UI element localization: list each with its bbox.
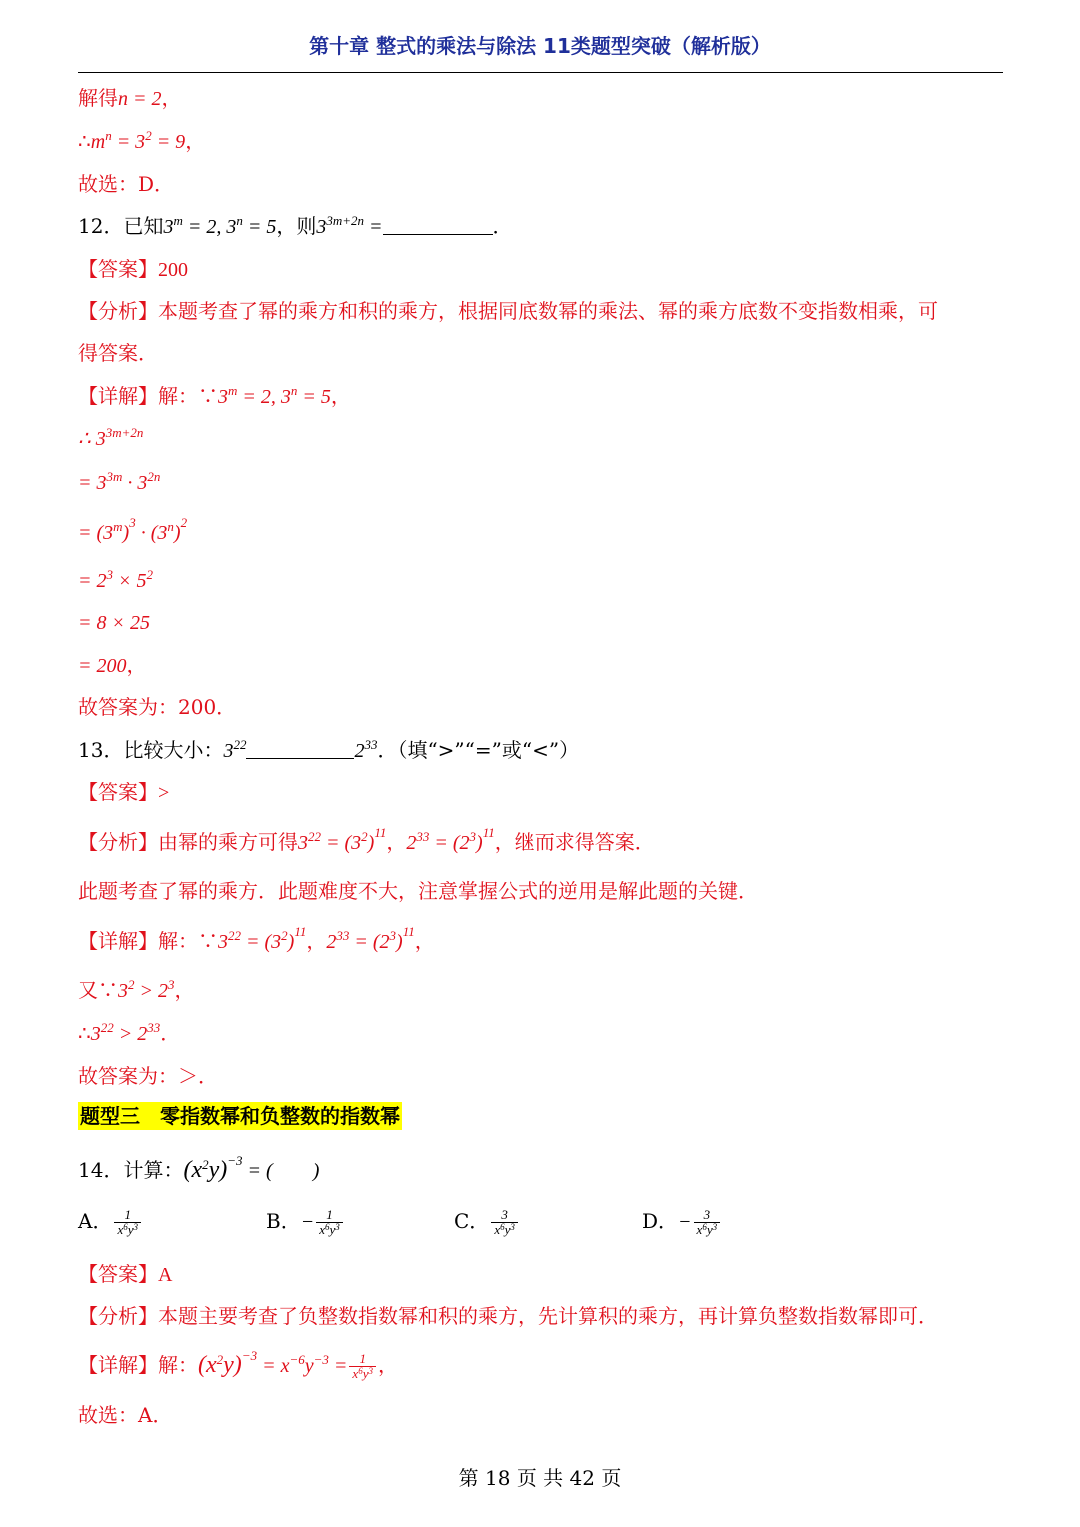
exponent: 22: [233, 737, 247, 752]
numerator: 1: [124, 1207, 131, 1222]
q13-answer: [78, 782, 169, 803]
math: = 8 × 25: [78, 612, 150, 634]
text: ．: [492, 214, 513, 238]
therefore-symbol: ∴: [78, 1021, 91, 1045]
numerator: 3: [501, 1207, 508, 1222]
option-letter: B．: [266, 1209, 301, 1233]
exponent: −6: [289, 1352, 305, 1367]
label: 【详解】: [78, 929, 158, 953]
math: = (3: [78, 522, 114, 544]
math: y: [362, 1366, 369, 1381]
math: (x: [183, 1157, 203, 1183]
exponent: 3: [335, 1222, 340, 1232]
math: ): [396, 931, 403, 953]
q14-answer: [78, 1264, 172, 1285]
text: ，则: [276, 214, 317, 238]
header-divider: [78, 72, 1003, 73]
exponent: 3m+2n: [326, 213, 365, 228]
math: x: [319, 1222, 325, 1237]
numerator: 3: [703, 1207, 711, 1222]
exponent: 22: [100, 1020, 114, 1035]
text: ，继而求得答案．: [494, 830, 655, 854]
math: y): [208, 1157, 228, 1183]
q13-therefore-line: [78, 1020, 181, 1045]
q13-analysis-line2: 此题考查了幂的乘方．此题难度不大，注意掌握公式的逆用是解此题的关键．: [78, 879, 758, 903]
q14-option-b[interactable]: [266, 1205, 345, 1237]
exponent: −3: [227, 1153, 243, 1168]
q14-question: [78, 1153, 320, 1183]
exponent: 6: [123, 1222, 128, 1232]
q12-step2: [78, 469, 161, 494]
math: x: [352, 1366, 359, 1381]
exponent: −3: [313, 1352, 329, 1367]
text: 解得: [78, 86, 118, 110]
text: ，: [414, 929, 435, 953]
text: 13．比较大小：: [78, 738, 224, 762]
answer-value: 200: [158, 259, 188, 281]
exponent: 6: [702, 1222, 707, 1232]
q11-choice-line: 故选：D．: [78, 172, 175, 196]
label: 【详解】: [78, 384, 158, 408]
fraction: [316, 1208, 343, 1237]
text: 又∵: [78, 978, 118, 1002]
exponent: 3m: [106, 469, 123, 484]
math: n = 2: [118, 88, 162, 110]
math: · (3: [135, 522, 168, 544]
math: x: [117, 1222, 124, 1237]
text: ，: [126, 653, 147, 677]
math: 3: [163, 216, 174, 238]
math: 3: [218, 386, 228, 408]
math: 3: [218, 931, 228, 953]
q13-analysis-line1: [78, 825, 655, 854]
fraction: [694, 1208, 721, 1237]
answer-blank: [383, 234, 493, 235]
math: = (3: [241, 931, 282, 953]
q12-final: 故答案为：200．: [78, 695, 237, 719]
exponent: 2n: [147, 469, 161, 484]
text: 解：∵: [158, 384, 218, 408]
q14-final: 故选：A．: [78, 1403, 173, 1427]
exponent: 2: [361, 829, 368, 844]
exponent: 2: [281, 928, 288, 943]
answer-value: A: [158, 1264, 173, 1286]
math: 2: [406, 832, 417, 854]
math: = (2: [429, 832, 470, 854]
math: = 9: [151, 131, 186, 153]
exponent: n: [105, 128, 112, 143]
label: 【答案】: [78, 257, 158, 281]
math: = 5: [242, 216, 277, 238]
math: ∴ 3: [78, 428, 106, 450]
exponent: 6: [500, 1222, 505, 1232]
math: =: [364, 216, 383, 238]
q13-final: 故答案为：＞．: [78, 1064, 218, 1088]
answer-blank: [246, 758, 354, 759]
q11-solve-line: [78, 88, 182, 109]
q14-option-a[interactable]: [78, 1205, 143, 1237]
math: · 3: [122, 472, 148, 494]
therefore-symbol: ∴: [78, 129, 91, 153]
q12-detail-intro: [78, 383, 351, 408]
q13-question: [78, 737, 580, 762]
exponent: m: [228, 383, 238, 398]
exponent: 11: [294, 924, 307, 939]
text: ，: [185, 129, 206, 153]
exponent: 3: [129, 515, 136, 530]
exponent: 2: [145, 128, 152, 143]
page-footer: 第 18 页 共 42 页: [458, 1466, 622, 1490]
exponent: 33: [364, 737, 378, 752]
section-heading: [78, 1106, 402, 1126]
q12-answer: [78, 259, 188, 280]
math: = 200: [78, 655, 127, 677]
q12-analysis-line2: 得答案．: [78, 341, 158, 365]
text: 12．已知: [78, 214, 164, 238]
math: ): [287, 931, 295, 953]
q12-analysis-line1: [78, 301, 938, 321]
label: 【答案】: [78, 1262, 158, 1286]
exponent: 3: [712, 1222, 718, 1232]
math: (x: [198, 1352, 217, 1378]
text: ，: [330, 384, 351, 408]
exponent: 22: [228, 928, 241, 943]
math: = 2, 3: [237, 386, 291, 408]
exponent: −3: [241, 1348, 258, 1363]
label: 【分析】: [78, 1304, 158, 1328]
label: 【详解】: [78, 1353, 158, 1377]
denominator: [114, 1222, 141, 1237]
fraction: [491, 1208, 518, 1237]
option-letter: D．: [642, 1209, 679, 1233]
exponent: m: [173, 213, 183, 228]
math: ): [367, 832, 375, 854]
math: = ( ): [242, 1160, 320, 1182]
text: ，: [174, 978, 195, 1002]
exponent: 3: [469, 829, 477, 844]
math: = 5: [297, 386, 331, 408]
page-header-title: 第十章 整式的乘法与除法 11类题型突破（解析版）: [309, 34, 771, 58]
math: ): [173, 522, 181, 544]
math: 3: [298, 832, 308, 854]
text: ．（填“>”“=”或“<”）: [377, 738, 580, 762]
math: x: [696, 1222, 703, 1237]
math: ): [476, 832, 483, 854]
denominator: [491, 1222, 518, 1237]
denominator: [694, 1222, 721, 1237]
exponent: m: [113, 519, 123, 534]
math: y: [504, 1222, 511, 1237]
exponent: 3m+2n: [105, 425, 144, 440]
q12-question: [78, 213, 513, 238]
q14-option-d[interactable]: [642, 1205, 722, 1237]
text: ，: [161, 86, 182, 110]
math: = 3: [111, 131, 146, 153]
math: = (2: [349, 931, 390, 953]
exponent: 33: [416, 829, 430, 844]
text: ．: [160, 1021, 181, 1045]
sign: −: [678, 1211, 692, 1233]
q13-detail-intro: [78, 924, 435, 953]
math: = (3: [321, 832, 362, 854]
q12-step6: [78, 655, 147, 676]
exponent: 6: [358, 1366, 363, 1376]
text: 解：: [158, 1353, 198, 1377]
exponent: n: [167, 519, 174, 534]
text: 本题考查了幂的乘方和积的乘方，根据同底数幂的乘法、幂的乘方底数不变指数相乘，可: [158, 299, 938, 323]
math: y: [706, 1222, 713, 1237]
denominator: [349, 1366, 376, 1381]
numerator: 1: [359, 1351, 366, 1366]
denominator: [316, 1222, 343, 1237]
text: ，: [377, 1353, 398, 1377]
fraction: [114, 1208, 141, 1237]
math: y: [127, 1222, 134, 1237]
exponent: 3: [133, 1222, 139, 1232]
q14-option-c[interactable]: [454, 1205, 520, 1237]
math: m: [90, 131, 106, 153]
answer-value: >: [158, 782, 170, 804]
math: y: [304, 1355, 314, 1377]
exponent: 2: [180, 515, 188, 530]
exponent: 3: [389, 928, 397, 943]
exponent: 3: [510, 1222, 515, 1232]
math: x: [494, 1222, 501, 1237]
exponent: n: [290, 383, 298, 398]
q12-step5: [78, 612, 150, 633]
option-letter: A．: [78, 1209, 113, 1233]
text: ，: [386, 830, 407, 854]
exponent: 2: [128, 977, 135, 992]
math: 3: [316, 216, 327, 238]
q14-detail: [78, 1348, 398, 1381]
math: 3: [90, 1023, 101, 1045]
exponent: 6: [324, 1222, 330, 1232]
math: × 5: [113, 570, 147, 592]
exponent: 3: [368, 1366, 373, 1376]
text: ，: [306, 929, 327, 953]
exponent: 2: [216, 1352, 224, 1367]
sign: −: [300, 1211, 315, 1233]
exponent: 2: [202, 1157, 209, 1172]
math: =: [328, 1355, 348, 1377]
math: y: [329, 1222, 336, 1237]
exponent: 3: [106, 567, 113, 582]
math: = 3: [78, 472, 107, 494]
q11-result-line: [78, 128, 206, 153]
q12-step1: [78, 425, 144, 450]
option-letter: C．: [454, 1209, 490, 1233]
q12-step4: [78, 567, 153, 592]
label: 【答案】: [78, 780, 158, 804]
exponent: 11: [402, 924, 415, 939]
math: y): [223, 1352, 242, 1378]
text: 解：∵: [158, 929, 218, 953]
label: 【分析】: [78, 299, 158, 323]
math: = 2, 3: [182, 216, 237, 238]
exponent: 2: [146, 567, 153, 582]
math: 3: [118, 980, 128, 1002]
math: 2: [326, 931, 337, 953]
numerator: 1: [326, 1207, 333, 1222]
q14-analysis: [78, 1306, 938, 1326]
q12-step3: [78, 515, 188, 544]
q13-also-line: [78, 977, 195, 1002]
exponent: 11: [482, 825, 495, 840]
text: 由幂的乘方可得: [158, 830, 298, 854]
math: 2: [354, 740, 365, 762]
math: 3: [223, 740, 234, 762]
exponent: 33: [336, 928, 350, 943]
exponent: 22: [308, 829, 321, 844]
math: = 2: [78, 570, 107, 592]
exponent: 33: [147, 1020, 161, 1035]
text: 本题主要考查了负整数指数幂和积的乘方，先计算积的乘方，再计算负整数指数幂即可．: [158, 1304, 938, 1328]
exponent: 11: [374, 825, 387, 840]
section-label-highlight: 题型三 零指数幂和负整数的指数幂: [80, 1104, 400, 1128]
math: > 2: [134, 980, 168, 1002]
label: 【分析】: [78, 830, 158, 854]
exponent: 3: [168, 977, 175, 992]
text: 14．计算：: [78, 1158, 184, 1182]
math: > 2: [113, 1023, 148, 1045]
exponent: n: [236, 213, 243, 228]
math: ): [122, 522, 130, 544]
math: = x: [257, 1355, 290, 1377]
fraction: [349, 1352, 376, 1381]
